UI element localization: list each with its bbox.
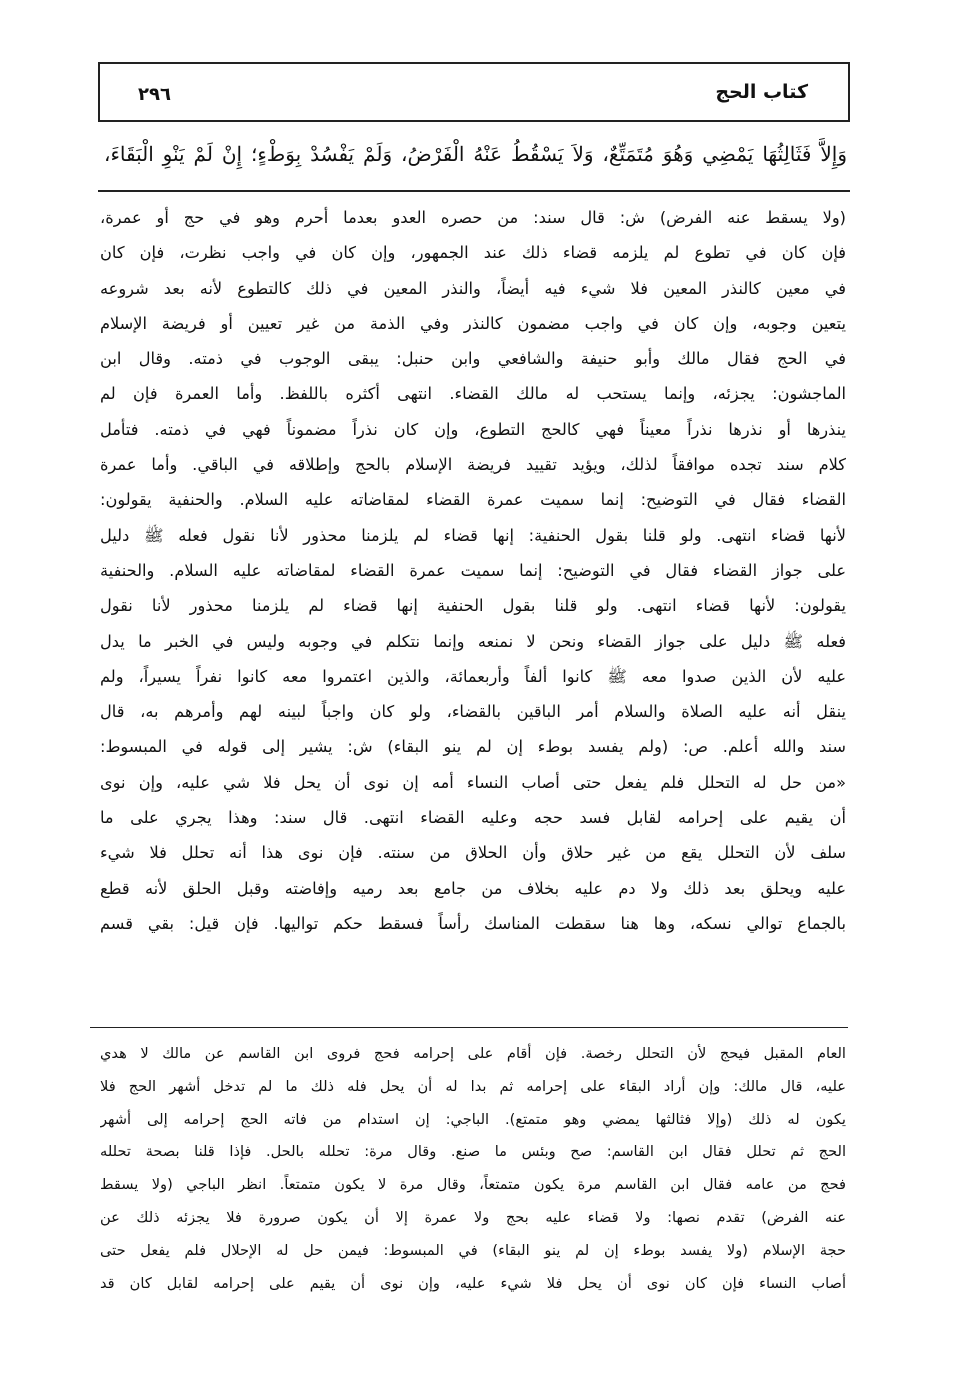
commentary-line: لأنها قضاء انتهى. ولو قلنا بقول الحنفية: إنها قضاء لم يلزمنا محذور لأنا نقول فعله ﷺ دليل [100, 525, 846, 545]
matn-text: وَإِلاَّ فَثَالِثُهَا يَمْضِي وَهُوَ مُتَمَتِّعٌ، وَلاَ يَسْقُطُ عَنْهُ الْفَرْضُ، وَلَمْ يَفْسُدْ بِوَطْءٍ؛ إِنْ لَمْ يَنْوِ الْبَقَاءَ، [104, 142, 847, 166]
footnote-line: أصاب النساء فإن كان نوى أن يحل فلا شيء عليه، وإن نوى أن يقيم على إحرامه لقابل كان قد [100, 1274, 846, 1292]
footnote-line: العام المقبل فيحج لأن التحلل رخصة. فإن أقام على إحرامه فحج فروى ابن القاسم عن مالك لا هدي [100, 1045, 846, 1062]
commentary-line: «من حل له التحلل فلم يفعل حتى أصاب النساء أمه إن نوى أن يحل فلا شي عليه، وإن نوى [100, 772, 846, 792]
footnote-separator [90, 1027, 848, 1028]
footnote-line: عنه الفرض) تقدم نصها: ولا قضاء عليه بحج ولا عمرة إلا أن يكون صرورة فلا يجزئه ذلك عن [100, 1208, 846, 1226]
footnote-line: حجة الإسلام (ولا يفسد بوطء إن لم ينو البقاء) في المبسوط: فيمن حل له الإحلال فلم يفعل حتى [100, 1241, 846, 1259]
commentary-line: أن يقيم على إحرامه لقابل فسد حجه وعليه القضاء انتهى. قال سند: وهذا يجري على ما [100, 808, 846, 828]
chapter-title: كتاب الحج [715, 81, 808, 103]
commentary-line: كلام سند تجده موافقاً لذلك، ويؤيد تقييد فريضة الإسلام بالحج وإطلاقه في الباقي. وأما عمرة [100, 455, 846, 475]
commentary-line: عليه لأن الذين صدوا معه ﷺ كانوا ألفاً وأربعمائة، والذين اعتمروا معه كانوا نفراً يسيراً، ولم [100, 666, 846, 686]
commentary-line: ينذرها أو نذرها نذراً معيناً فهي كالحج التطوع، وإن كان نذراً مضموناً فهي في ذمته. فتأمل [100, 419, 846, 439]
page-number: ٢٩٦ [138, 84, 171, 105]
commentary-line: في معين كالنذر المعين فلا شيء فيه أيضاً، والنذر المعين في ذلك كالتطوع لأنه بعد شروعه [100, 278, 846, 298]
commentary-line: سلف لأن التحلل يقع من غير حلاق وأن الحلاق من سنته. فإن نوى هذا أنه تحلل فلا شيء [100, 843, 846, 863]
matn-separator [98, 190, 850, 192]
commentary-line: ينقل أنه عليه الصلاة والسلام أمر الباقين بالقضاء، ولو كان واجباً لبينه لهم وأمرهم به، قال [100, 702, 846, 722]
commentary-line: القضاء فقال في التوضيح: إنما سميت عمرة القضاء لمقاضاته عليه السلام. والحنفية يقولون: [100, 490, 846, 510]
footnote-line: يكون له ذلك (وإلا فثالثها يمضي وهو متمتع). الباجي: إن استدام من فاته الحج إحرامه إلى أشهر [100, 1110, 846, 1128]
commentary-line: (ولا يسقط عنه الفرض) ش: قال سند: من حصره العدو بعدما أحرم وهو في حج أو عمرة، [100, 208, 846, 227]
commentary-line [100, 941, 846, 976]
commentary-line: فعله ﷺ دليل على جواز القضاء ونحن لا نمنعه وإنما نتكلم في وجوبه وليس في الخبر ما يدل [100, 631, 846, 651]
commentary-line: الماجشون: يجزئه، وإنما يستحب له مالك القضاء. انتهى أكثره باللفظ. وأما العمرة فإن لم [100, 384, 846, 404]
footnote-line: الحج ثم تحلل فقال ابن القاسم: صح وبئس ما صنع. وقال مرة: تحلله بالحل. فإذا قلنا بصحة تحلله [100, 1143, 846, 1161]
page-header [98, 62, 850, 122]
commentary-line: في الحج فقال مالك وأبو حنيفة والشافعي وابن حنبل: يبقى الوجوب في ذمته. وقال ابن [100, 349, 846, 369]
commentary-line: فإن كان في تطوع لم يلزمه قضاء ذلك عند الجمهور، وإن كان في واجب نظرت، فإن كان [100, 243, 846, 263]
footnote-line: فحج من عامه فقال ابن القاسم مرة يكون متمتعاً، وقال مرة لا يكون متمتعاً. انظر الباجي (ولا يسقط [100, 1176, 846, 1194]
commentary-line: على جواز القضاء فقال في التوضيح: إنما سميت عمرة القضاء لمقاضاته عليه السلام. والحنفية [100, 560, 846, 580]
footnote-line: عليه، قال مالك: وإن أراد البقاء على إحرامه ثم بدا له أن يحل فله ذلك ما لم تدخل أشهر الحج فلا [100, 1077, 846, 1095]
commentary-line: يتعين وجوبه، وإن كان في واجب مضمون كالنذر وفي الذمة من غير تعيين أو فريضة الإسلام [100, 313, 846, 333]
footnotes [100, 1038, 846, 1300]
commentary-line: يقولون: لأنها قضاء انتهى. ولو قلنا بقول الحنفية إنها قضاء لم يلزمنا محذور لأنا نقول [100, 596, 846, 616]
commentary-body [100, 200, 846, 977]
commentary-line: سند والله أعلم. ص: (ولم يفسد بوطء إن لم ينو البقاء) ش: يشير إلى قوله في المبسوط: [100, 737, 846, 757]
commentary-line: عليه ويحلق بعد ذلك ولا دم عليه بخلاف من جامع بعد رميه وإفاضته وقبل الحلق لأنه قطع [100, 878, 846, 898]
commentary-line: بالجماع توالي نسكه، وها هنا سقطت المناسك رأساً فسقط حكم تواليها. فإن قيل: بقي قسم [100, 913, 846, 933]
